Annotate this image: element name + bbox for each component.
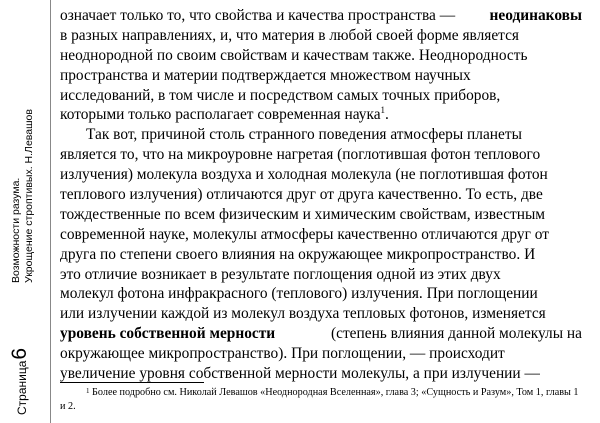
text-run: исследований, в том числе и посредством самых точных приборов,	[60, 86, 501, 104]
text-run: тождественные по всем физическим и химическим свойствам, известным	[60, 205, 546, 223]
footnote-text: Более подробно см. Николай Левашов «Неоднородная Вселенная», глава 3; «Сущность и Разум», Том 1, главы 1	[92, 387, 579, 398]
text-line	[60, 304, 582, 324]
text-line	[60, 265, 582, 285]
footnote-ref[interactable]: 1	[380, 105, 386, 116]
text-run: неоднородной по своим свойствам и качествам также. Неоднородность	[60, 46, 528, 64]
text-run: (степень влияния данной молекулы на	[330, 325, 582, 343]
text-run: увеличение уровня собственной мерности молекулы, а при излучении —	[60, 365, 540, 383]
text-run: или излучении каждой из молекул воздуха тепловых фотонов, изменяется	[60, 305, 546, 323]
text-line	[60, 225, 582, 245]
text-line	[60, 185, 582, 205]
text-line	[60, 324, 582, 344]
text-line	[60, 245, 582, 265]
footnote-divider	[60, 382, 204, 383]
bold-term: уровень собственной мерности	[60, 325, 276, 343]
text-line	[60, 125, 582, 145]
book-title	[10, 109, 36, 283]
text-line	[60, 66, 582, 86]
text-run: пространства и материи подтверждается множеством научных	[60, 66, 471, 84]
text-run: окружающее микропространство). При поглощении, — происходит	[60, 345, 505, 363]
footnote-text: и 2.	[60, 401, 76, 412]
text-line	[60, 364, 582, 384]
footnote	[60, 386, 582, 414]
text-run: это отличие возникает в результате поглощения одной из этих двух	[60, 265, 501, 283]
text-line	[60, 6, 582, 26]
footnote-line	[60, 386, 582, 400]
text-line	[60, 165, 582, 185]
text-run: является то, что на микроуровне нагретая (поглотившая фотон теплового	[60, 146, 541, 164]
footnote-mark: 1	[86, 387, 90, 395]
text-run: современной науке, молекулы атмосферы качественно отличаются друг от	[60, 225, 549, 243]
page-number: 6	[8, 347, 31, 360]
book-title-line-1: Возможности разума.	[10, 177, 22, 283]
text-run: излучения) молекула воздуха и холодная молекула (не поглотившая фотон	[60, 166, 548, 184]
text-line	[60, 86, 582, 106]
sidebar-divider	[50, 0, 51, 423]
text-line	[60, 205, 582, 225]
text-line	[60, 344, 582, 364]
bold-term: неодинаковы	[489, 7, 582, 24]
text-line	[60, 284, 582, 304]
book-title-line-2: Укрощение строптивых. Н.Левашов	[23, 109, 35, 283]
text-run: Так вот, причиной столь странного поведения атмосферы планеты	[86, 126, 522, 144]
page-indicator	[9, 348, 33, 415]
text-run: означает только то, что свойства и качества пространства —	[60, 7, 456, 24]
text-run: которыми только располагает современная наука	[60, 106, 381, 124]
text-run: .	[385, 106, 389, 124]
text-line	[60, 46, 582, 66]
text-run: в разных направлениях, и, что материя в любой своей форме является	[60, 26, 520, 44]
text-line	[60, 26, 582, 46]
text-line	[60, 105, 582, 125]
text-run: теплового излучения) отличаются друг от друга качественно. То есть, две	[60, 186, 543, 204]
text-run: молекул фотона инфракрасного (теплового) излучения. При поглощении	[60, 285, 538, 303]
page-sidebar	[0, 0, 58, 423]
page-label: Страница	[15, 360, 29, 415]
text-line	[60, 145, 582, 165]
footnote-line	[60, 400, 582, 414]
text-run: друга по степени своего влияния на окружающее микропространство. И	[60, 245, 536, 263]
main-text	[60, 6, 582, 384]
